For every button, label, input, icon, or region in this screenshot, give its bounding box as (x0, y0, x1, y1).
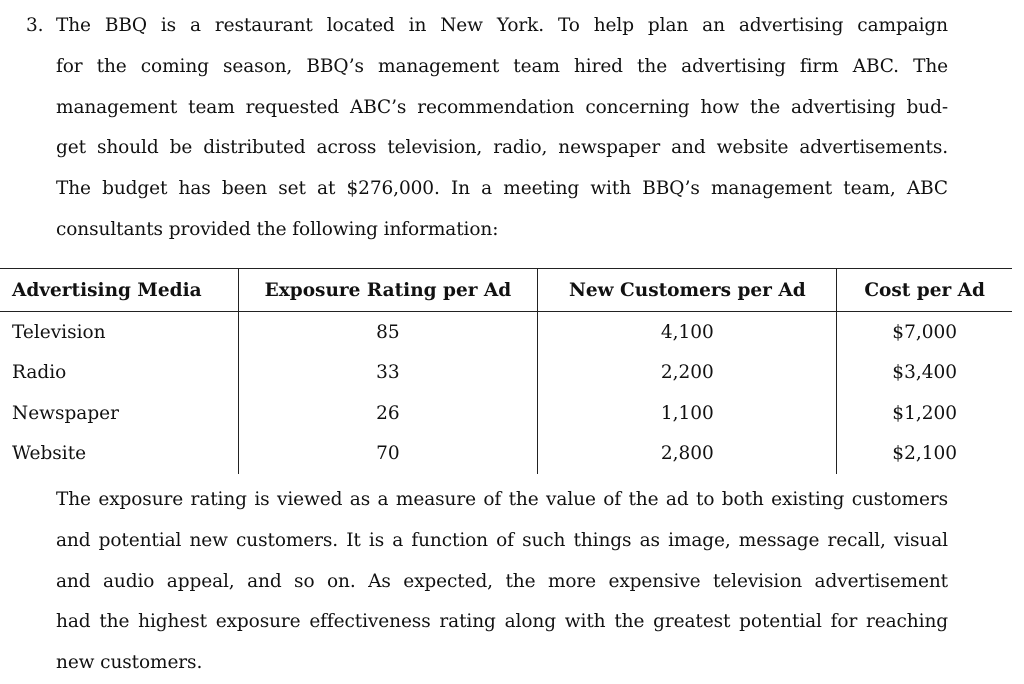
closing-line: new customers. (56, 652, 203, 674)
cell-exposure: 85 (238, 312, 538, 353)
cell-exposure: 33 (238, 353, 538, 394)
table-row (0, 353, 1012, 394)
cell-media: Radio (12, 362, 67, 384)
table-row (0, 312, 1012, 353)
cell-media: Website (12, 443, 87, 465)
question-number: 3. (26, 15, 44, 36)
closing-line: had the highest exposure effectiveness rating along with the greatest potential for reaching (56, 611, 948, 633)
intro-line: consultants provided the following information: (56, 218, 499, 240)
header-advertising-media: Advertising Media (0, 269, 238, 312)
table-header-row (0, 269, 1012, 312)
closing-line: and potential new customers. It is a function of such things as image, message recall, visual (56, 529, 948, 551)
cell-exposure: 26 (238, 393, 538, 434)
advertising-media-table (0, 268, 1012, 474)
closing-line: and audio appeal, and so on. As expected, the more expensive television advertisement (56, 570, 948, 592)
header-cost-per-ad: Cost per Ad (837, 269, 1012, 312)
table-row (0, 434, 1012, 475)
intro-line: management team requested ABC’s recommendation concerning how the advertising bud- (56, 96, 948, 118)
intro-line: The BBQ is a restaurant located in New York. To help plan an advertising campaign (56, 15, 948, 36)
cell-media: Television (12, 321, 106, 343)
cell-customers: 2,800 (538, 434, 837, 475)
closing-line: The exposure rating is viewed as a measure of the value of the ad to both existing customers (56, 489, 948, 510)
problem-intro-paragraph (26, 6, 948, 251)
cell-customers: 1,100 (538, 393, 837, 434)
cell-media: Newspaper (12, 402, 119, 424)
table-row (0, 393, 1012, 434)
cell-customers: 2,200 (538, 353, 837, 394)
cell-customers: 4,100 (538, 312, 837, 353)
cell-cost: $2,100 (837, 434, 1012, 475)
intro-line: get should be distributed across television, radio, newspaper and website advertisements. (56, 137, 948, 159)
intro-line: The budget has been set at $276,000. In a meeting with BBQ’s management team, ABC (56, 178, 948, 200)
cell-cost: $3,400 (837, 353, 1012, 394)
cell-cost: $1,200 (837, 393, 1012, 434)
header-exposure-rating: Exposure Rating per Ad (238, 269, 538, 312)
cell-exposure: 70 (238, 434, 538, 475)
header-new-customers: New Customers per Ad (538, 269, 837, 312)
exposure-explanation-paragraph (56, 480, 948, 684)
intro-line: for the coming season, BBQ’s management team hired the advertising firm ABC. The (56, 55, 948, 77)
cell-cost: $7,000 (837, 312, 1012, 353)
